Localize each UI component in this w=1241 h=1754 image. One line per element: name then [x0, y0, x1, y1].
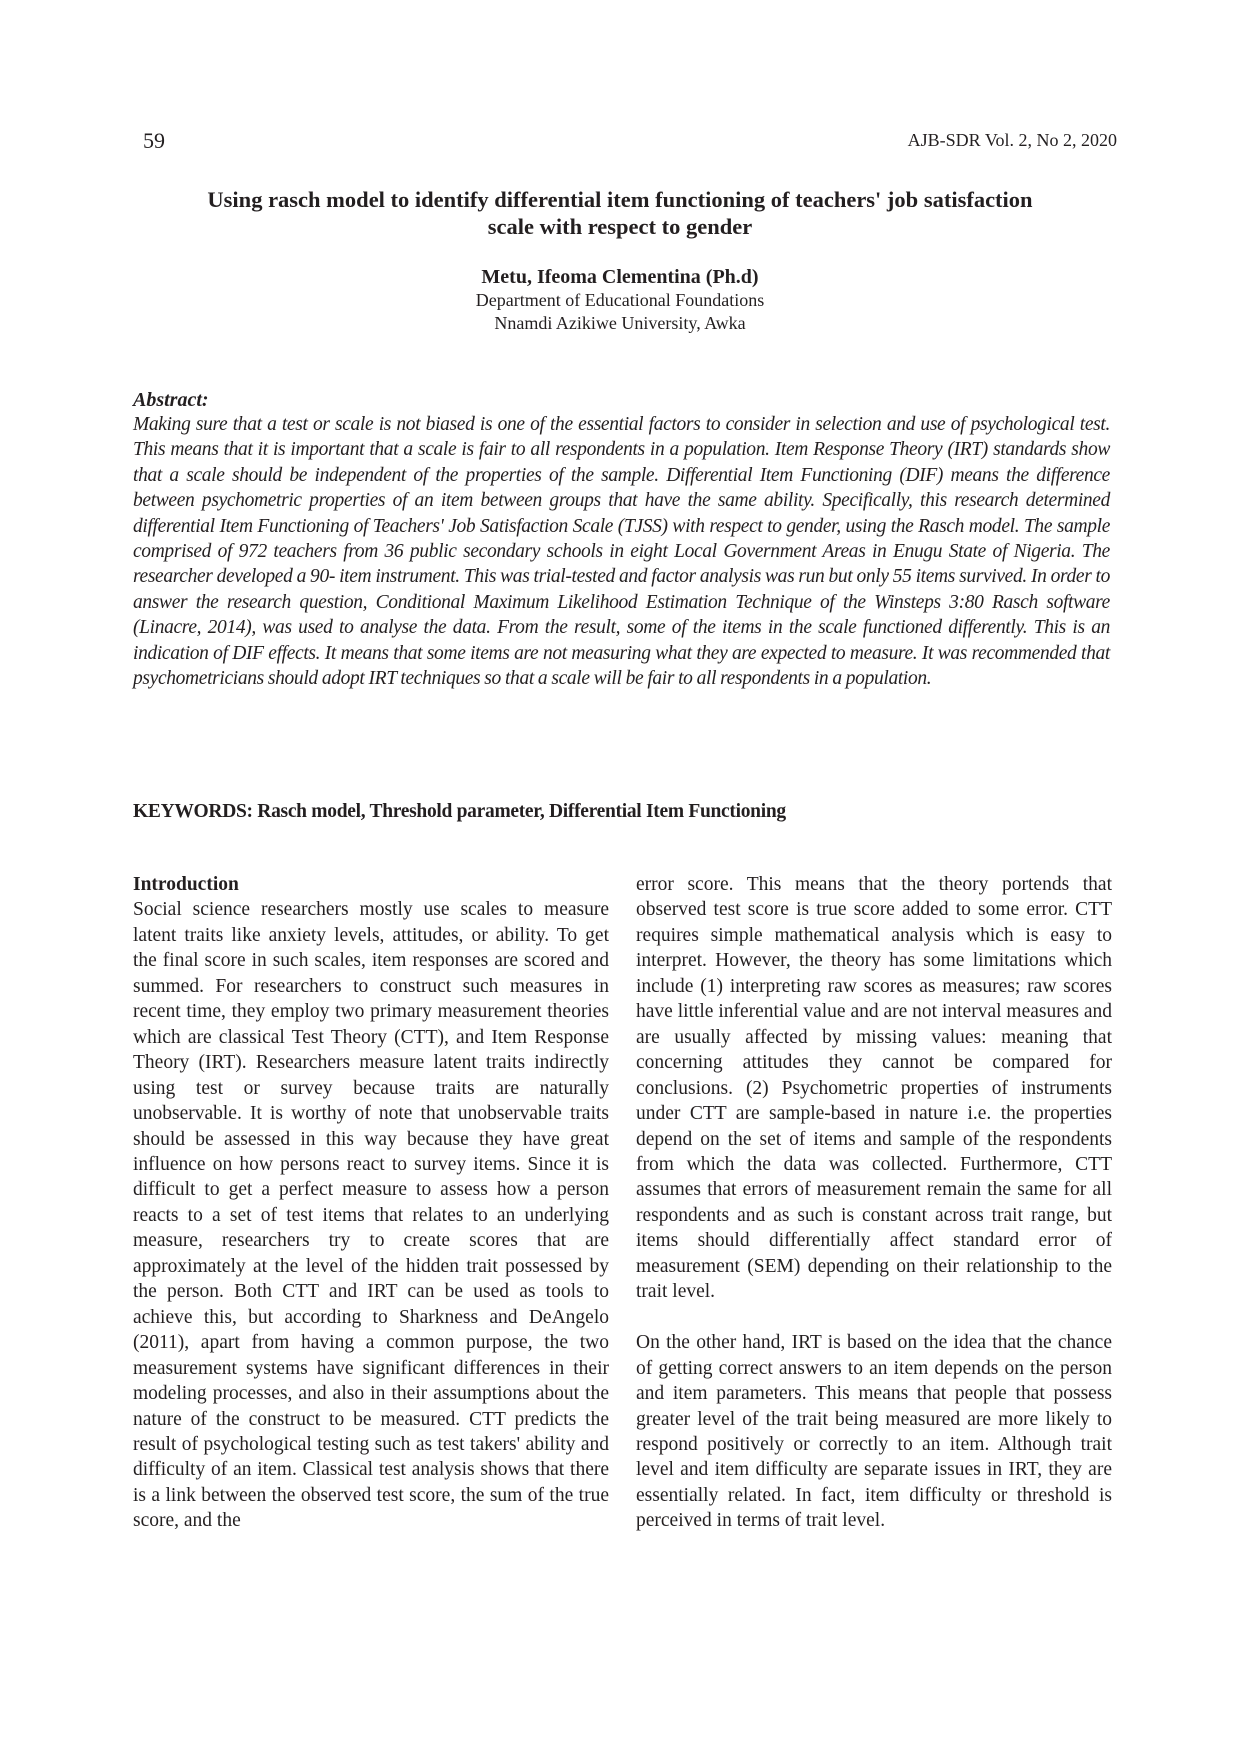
paper-title-line-1: Using rasch model to identify differential item functioning of teachers' job satisfaction [207, 187, 1033, 212]
abstract-label: Abstract: [133, 389, 209, 411]
author-block [120, 266, 1120, 335]
paper-title-line-2: scale with respect to gender [487, 214, 753, 239]
author-department: Department of Educational Foundations [475, 290, 765, 310]
body-paragraph: On the other hand, IRT is based on the idea that the chance of getting correct answers to an item depends on the person and item parameters. This means that people that possess greater level of the trait being measured are more likely to respond positively or correctly to an item. Although trait level and item difficulty are separate issues in IRT, they are essentially related. In fact, item difficulty or threshold is perceived in terms of trait level. [636, 1332, 1112, 1532]
section-heading-introduction: Introduction [133, 874, 239, 895]
author-institution: Nnamdi Azikiwe University, Awka [494, 313, 746, 333]
abstract-section [133, 388, 1110, 691]
paper-title [120, 186, 1120, 240]
keywords: KEYWORDS: Rasch model, Threshold parameter, Differential Item Functioning [133, 801, 786, 822]
body-column-right [636, 872, 1112, 1534]
journal-reference: AJB-SDR Vol. 2, No 2, 2020 [907, 130, 1117, 150]
author-name: Metu, Ifeoma Clementina (Ph.d) [481, 266, 759, 288]
paragraph-spacer [636, 1305, 1112, 1330]
page-number: 59 [143, 128, 165, 153]
body-column-left [133, 872, 609, 1534]
body-paragraph: error score. This means that the theory portends that observed test score is true score added to some error. CTT requires simple mathematical analysis which is easy to interpret. However, the theory has some limitations which include (1) interpreting raw scores as measures; raw scores have little inferential value and are not interval measures and are usually affected by missing values: meaning that concerning attitudes they cannot be compared for conclusions. (2) Psychometric properties of instruments under CTT are sample-based in nature i.e. the properties depend on the set of items and sample of the respondents from which the data was collected. Furthermore, CTT assumes that errors of measurement remain the same for all respondents and as such is constant across trait range, but items should differentially affect standard error of measurement (SEM) depending on their relationship to the trait level. [636, 874, 1112, 1303]
body-paragraph: Social science researchers mostly use scales to measure latent traits like anxiety levels, attitudes, or ability. To get the final score in such scales, item responses are scored and summed. For researchers to construct such measures in recent time, they employ two primary measurement theories which are classical Test Theory (CTT), and Item Response Theory (IRT). Researchers measure latent traits indirectly using test or survey because traits are naturally unobservable. It is worthy of note that unobservable traits should be assessed in this way because they have great influence on how persons react to survey items. Since it is difficult to get a perfect measure to assess how a person reacts to a set of test items that relates to an underlying measure, researchers try to create scores that are approximately at the level of the hidden trait possessed by the person. Both CTT and IRT can be used as tools to achieve this, but according to Sharkness and DeAngelo (2011), apart from having a common purpose, the two measurement systems have significant differences in their modeling processes, and also in their assumptions about the nature of the construct to be measured. CTT predicts the result of psychological testing such as test takers' ability and difficulty of an item. Classical test analysis shows that there is a link between the observed test score, the sum of the true score, and the [133, 899, 609, 1532]
abstract-body: Making sure that a test or scale is not biased is one of the essential factors to consider in selection and use of psychological test. This means that it is important that a scale is fair to all respondents in a population. Item Response Theory (IRT) standards show that a scale should be independent of the properties of the sample. Differential Item Functioning (DIF) means the difference between psychometric properties of an item between groups that have the same ability. Specifically, this research determined differential Item Functioning of Teachers' Job Satisfaction Scale (TJSS) with respect to gender, using the Rasch model. The sample comprised of 972 teachers from 36 public secondary schools in eight Local Government Areas in Enugu State of Nigeria. The researcher developed a 90- item instrument. This was trial-tested and factor analysis was run but only 55 items survived. In order to answer the research question, Conditional Maximum Likelihood Estimation Technique of the Winsteps 3:80 Rasch software (Linacre, 2014), was used to analyse the data. From the result, some of the items in the scale functioned differently. This is an indication of DIF effects. It means that some items are not measuring what they are expected to measure. It was recommended that psychometricians should adopt IRT techniques so that a scale will be fair to all respondents in a population. [133, 414, 1110, 690]
